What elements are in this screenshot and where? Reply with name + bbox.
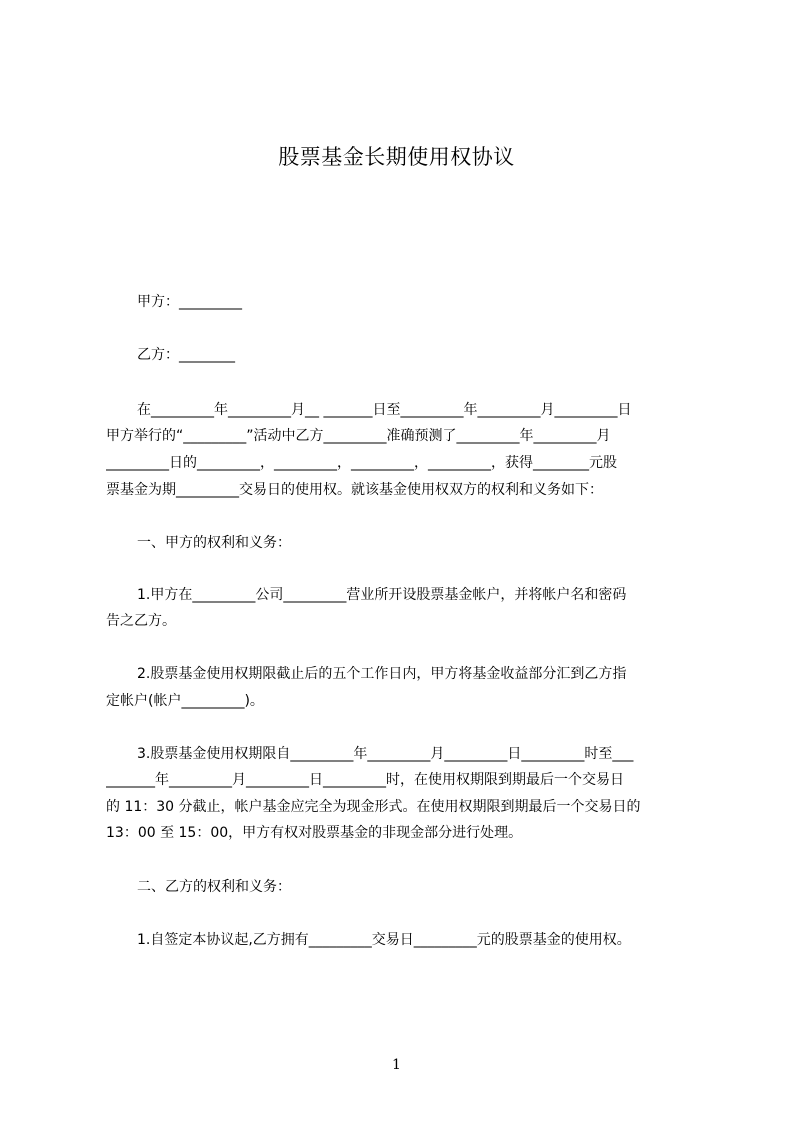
- section-one-clause-1-line-2: 告之乙方。: [106, 613, 176, 629]
- document-title: 股票基金长期使用权协议: [278, 145, 515, 169]
- section-one-clause-3-line-2: _______年_________月_________日_________时，在使用权期限到期最后一个交易日: [106, 772, 624, 788]
- section-one-clause-3-line-4: 13：00 至 15：00，甲方有权对股票基金的非现金部分进行处理。: [106, 825, 523, 841]
- party-a-line: 甲方：_________: [137, 294, 242, 310]
- intro-line-1: 在_________年_________月__ _______日至_________年_________月_________日: [137, 402, 632, 418]
- section-one-clause-2-line-2: 定帐户(帐户_________)。: [106, 693, 264, 709]
- intro-line-2: 甲方举行的“_________”活动中乙方_________准确预测了_________年_________月: [106, 428, 611, 444]
- intro-line-4: 票基金为期_________交易日的使用权。就该基金使用权双方的权利和义务如下：: [106, 482, 603, 498]
- section-one-clause-3-line-3: 的 11：30 分截止，帐户基金应完全为现金形式。在使用权期限到期最后一个交易日的: [106, 799, 641, 815]
- intro-line-3: _________日的_________，_________，_________，_________，获得________元股: [106, 455, 617, 471]
- section-two-heading: 二、乙方的权利和义务：: [137, 879, 291, 895]
- section-two-clause-1: 1.自签定本协议起,乙方拥有_________交易日_________元的股票基金的使用权。: [137, 932, 631, 948]
- section-one-clause-3-line-1: 3.股票基金使用权期限自_________年_________月_________日_________时至___: [137, 746, 634, 762]
- party-b-line: 乙方：________: [137, 347, 235, 363]
- page-number: 1: [392, 1057, 401, 1073]
- section-one-clause-1-line-1: 1.甲方在_________公司_________营业所开设股票基金帐户，并将帐户名和密码: [137, 587, 627, 603]
- section-one-clause-2-line-1: 2.股票基金使用权期限截止后的五个工作日内，甲方将基金收益部分汇到乙方指: [137, 666, 627, 682]
- section-one-heading: 一、甲方的权利和义务：: [137, 535, 291, 551]
